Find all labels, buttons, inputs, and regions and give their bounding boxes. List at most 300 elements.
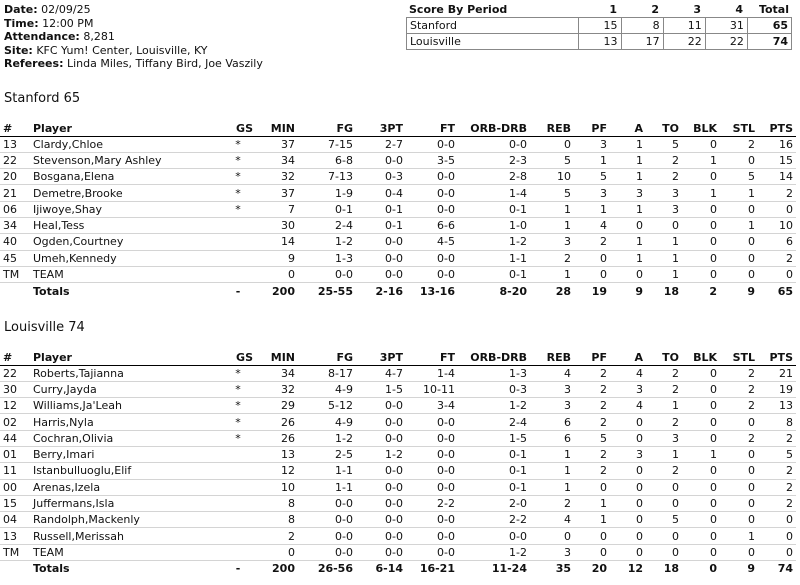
cell-a: 1 — [610, 234, 646, 250]
total-stl: 9 — [720, 561, 758, 577]
cell-jersey: 11 — [0, 463, 30, 479]
total-orb-drb: 11-24 — [458, 561, 530, 577]
period-score: 22 — [663, 34, 705, 50]
cell-pf: 2 — [574, 446, 610, 462]
cell-pts: 14 — [758, 169, 796, 185]
cell-pts: 6 — [758, 234, 796, 250]
cell-reb: 4 — [530, 365, 574, 381]
cell-blk: 0 — [682, 398, 720, 414]
col-header-to: TO — [646, 121, 682, 136]
cell-reb: 5 — [530, 185, 574, 201]
cell-player: Heal,Tess — [30, 217, 220, 233]
cell-pts: 2 — [758, 185, 796, 201]
total-orb-drb: 8-20 — [458, 283, 530, 299]
player-row — [0, 495, 796, 511]
cell-gs — [220, 544, 256, 560]
score-by-period-table — [406, 17, 792, 50]
cell-pts: 8 — [758, 414, 796, 430]
cell-3pt: 0-0 — [356, 512, 406, 528]
cell-ft: 0-0 — [406, 169, 458, 185]
cell-orb-drb: 2-0 — [458, 495, 530, 511]
total-pts: 74 — [758, 561, 796, 577]
cell-3pt: 0-0 — [356, 152, 406, 168]
cell-orb-drb: 0-1 — [458, 479, 530, 495]
cell-gs — [220, 234, 256, 250]
cell-ft: 0-0 — [406, 512, 458, 528]
cell-stl: 2 — [720, 430, 758, 446]
cell-pts: 2 — [758, 495, 796, 511]
cell-to: 5 — [646, 512, 682, 528]
cell-3pt: 0-1 — [356, 217, 406, 233]
col-header-reb: REB — [530, 121, 574, 136]
cell-orb-drb: 2-3 — [458, 152, 530, 168]
total-blk: 2 — [682, 283, 720, 299]
cell-pts: 2 — [758, 479, 796, 495]
cell-blk: 1 — [682, 446, 720, 462]
cell-blk: 0 — [682, 234, 720, 250]
cell-stl: 0 — [720, 266, 758, 282]
cell-fg: 1-3 — [298, 250, 356, 266]
cell-to: 0 — [646, 479, 682, 495]
cell-pts: 0 — [758, 528, 796, 544]
cell-stl: 0 — [720, 446, 758, 462]
col-header-gs: GS — [220, 350, 256, 365]
cell-blk: 0 — [682, 169, 720, 185]
cell-stl: 0 — [720, 234, 758, 250]
cell-blk: 0 — [682, 479, 720, 495]
cell-blk: 0 — [682, 217, 720, 233]
period-header: 4 — [735, 3, 743, 16]
cell-to: 1 — [646, 266, 682, 282]
cell-pf: 2 — [574, 463, 610, 479]
cell-a: 3 — [610, 446, 646, 462]
cell-to: 0 — [646, 528, 682, 544]
cell-3pt: 0-0 — [356, 250, 406, 266]
cell-a: 3 — [610, 381, 646, 397]
score-by-period-title: Score By Period — [409, 3, 508, 16]
cell-jersey: 13 — [0, 528, 30, 544]
cell-reb: 10 — [530, 169, 574, 185]
cell-blk: 0 — [682, 365, 720, 381]
cell-ft: 0-0 — [406, 136, 458, 152]
total-ft: 13-16 — [406, 283, 458, 299]
cell-blk: 0 — [682, 414, 720, 430]
cell-fg: 0-0 — [298, 495, 356, 511]
cell-a: 0 — [610, 544, 646, 560]
col-header-3pt: 3PT — [356, 121, 406, 136]
cell-blk: 1 — [682, 185, 720, 201]
cell-player: Curry,Jayda — [30, 381, 220, 397]
col-header-player: Player — [30, 121, 220, 136]
cell-fg: 7-15 — [298, 136, 356, 152]
cell-blk: 0 — [682, 266, 720, 282]
player-row — [0, 479, 796, 495]
cell-gs: * — [220, 365, 256, 381]
cell-gs: * — [220, 152, 256, 168]
cell-orb-drb: 1-4 — [458, 185, 530, 201]
cell-to: 2 — [646, 414, 682, 430]
cell-min: 32 — [256, 169, 298, 185]
col-header-stl: STL — [720, 350, 758, 365]
cell-jersey: 15 — [0, 495, 30, 511]
cell-reb: 1 — [530, 463, 574, 479]
player-row — [0, 430, 796, 446]
cell-fg: 7-13 — [298, 169, 356, 185]
cell-reb: 3 — [530, 381, 574, 397]
cell-stl: 0 — [720, 250, 758, 266]
cell-stl: 2 — [720, 381, 758, 397]
cell-ft: 0-0 — [406, 446, 458, 462]
col-header-gs: GS — [220, 121, 256, 136]
cell-a: 0 — [610, 217, 646, 233]
total-reb: 28 — [530, 283, 574, 299]
cell-player: Roberts,Tajianna — [30, 365, 220, 381]
col-header-orb-drb: ORB-DRB — [458, 350, 530, 365]
cell-ft: 0-0 — [406, 528, 458, 544]
cell-gs: * — [220, 185, 256, 201]
col-header-reb: REB — [530, 350, 574, 365]
cell-pts: 0 — [758, 544, 796, 560]
cell-fg: 8-17 — [298, 365, 356, 381]
cell-jersey: 01 — [0, 446, 30, 462]
cell-player: Arenas,Izela — [30, 479, 220, 495]
cell-reb: 1 — [530, 479, 574, 495]
cell-gs — [220, 528, 256, 544]
cell-gs — [220, 217, 256, 233]
cell-stl: 0 — [720, 544, 758, 560]
period-score: 11 — [663, 18, 705, 34]
cell-to: 0 — [646, 544, 682, 560]
cell-3pt: 0-0 — [356, 528, 406, 544]
cell-orb-drb: 1-2 — [458, 234, 530, 250]
cell-fg: 1-2 — [298, 430, 356, 446]
cell-a: 1 — [610, 136, 646, 152]
header-row — [0, 350, 796, 365]
cell-jersey: 40 — [0, 234, 30, 250]
col-header-pf: PF — [574, 121, 610, 136]
cell-ft: 10-11 — [406, 381, 458, 397]
cell-stl: 2 — [720, 398, 758, 414]
cell-3pt: 0-0 — [356, 430, 406, 446]
cell-orb-drb: 0-1 — [458, 463, 530, 479]
box-score-stanford — [0, 121, 796, 299]
player-row — [0, 234, 796, 250]
cell-pts: 5 — [758, 446, 796, 462]
cell-jersey: 22 — [0, 365, 30, 381]
game-site: Site: KFC Yum! Center, Louisville, KY — [4, 43, 208, 57]
cell-fg: 2-5 — [298, 446, 356, 462]
player-row — [0, 463, 796, 479]
cell-stl: 1 — [720, 528, 758, 544]
cell-stl: 0 — [720, 479, 758, 495]
cell-ft: 3-4 — [406, 398, 458, 414]
cell-pf: 2 — [574, 365, 610, 381]
cell-jersey: 20 — [0, 169, 30, 185]
cell-blk: 0 — [682, 528, 720, 544]
col-header-orb-drb: ORB-DRB — [458, 121, 530, 136]
cell-fg: 1-1 — [298, 463, 356, 479]
player-row — [0, 398, 796, 414]
cell-min: 9 — [256, 250, 298, 266]
cell-jersey: 34 — [0, 217, 30, 233]
cell-3pt: 0-0 — [356, 414, 406, 430]
cell-ft: 0-0 — [406, 479, 458, 495]
total-pf: 19 — [574, 283, 610, 299]
total-blk: 0 — [682, 561, 720, 577]
period-score: 17 — [621, 34, 663, 50]
cell-fg: 4-9 — [298, 414, 356, 430]
cell-to: 1 — [646, 398, 682, 414]
player-row — [0, 512, 796, 528]
cell-ft: 1-4 — [406, 365, 458, 381]
total-gs: - — [220, 283, 256, 299]
cell-min: 26 — [256, 430, 298, 446]
cell-stl: 1 — [720, 185, 758, 201]
total-pts: 65 — [758, 283, 796, 299]
cell-ft: 0-0 — [406, 430, 458, 446]
total-ft: 16-21 — [406, 561, 458, 577]
cell-jersey: 06 — [0, 201, 30, 217]
cell-to: 2 — [646, 365, 682, 381]
cell-stl: 0 — [720, 463, 758, 479]
cell-3pt: 0-0 — [356, 266, 406, 282]
cell-orb-drb: 2-8 — [458, 169, 530, 185]
col-header-to: TO — [646, 350, 682, 365]
cell-min: 37 — [256, 136, 298, 152]
cell-fg: 1-2 — [298, 234, 356, 250]
player-row — [0, 446, 796, 462]
cell-reb: 1 — [530, 217, 574, 233]
cell-reb: 0 — [530, 136, 574, 152]
total-reb: 35 — [530, 561, 574, 577]
cell-blk: 0 — [682, 250, 720, 266]
col-header-player: Player — [30, 350, 220, 365]
cell-a: 0 — [610, 430, 646, 446]
cell-stl: 0 — [720, 414, 758, 430]
cell-3pt: 0-0 — [356, 479, 406, 495]
cell-a: 0 — [610, 479, 646, 495]
cell-pf: 5 — [574, 430, 610, 446]
col-header-3pt: 3PT — [356, 350, 406, 365]
player-row — [0, 365, 796, 381]
cell-fg: 0-1 — [298, 201, 356, 217]
cell-a: 4 — [610, 365, 646, 381]
period-header: 3 — [693, 3, 701, 16]
cell-orb-drb: 0-0 — [458, 136, 530, 152]
period-score: 22 — [705, 34, 747, 50]
col-header-jersey: # — [0, 121, 30, 136]
cell-min: 30 — [256, 217, 298, 233]
total-player: Totals — [30, 283, 220, 299]
cell-pf: 0 — [574, 266, 610, 282]
cell-min: 26 — [256, 414, 298, 430]
cell-a: 1 — [610, 169, 646, 185]
score-by-period-header — [406, 3, 792, 17]
cell-stl: 0 — [720, 495, 758, 511]
cell-ft: 0-0 — [406, 414, 458, 430]
period-score: 31 — [705, 18, 747, 34]
cell-player: Williams,Ja'Leah — [30, 398, 220, 414]
cell-min: 8 — [256, 512, 298, 528]
cell-pf: 0 — [574, 479, 610, 495]
score-team-name: Louisville — [407, 34, 579, 50]
cell-ft: 4-5 — [406, 234, 458, 250]
game-referees: Referees: Linda Miles, Tiffany Bird, Joe Vaszily — [4, 57, 263, 70]
cell-fg: 4-9 — [298, 381, 356, 397]
cell-ft: 3-5 — [406, 152, 458, 168]
score-team-name: Stanford — [407, 18, 579, 34]
cell-jersey: 30 — [0, 381, 30, 397]
cell-a: 1 — [610, 152, 646, 168]
col-header-ft: FT — [406, 121, 458, 136]
cell-a: 0 — [610, 414, 646, 430]
player-row — [0, 136, 796, 152]
cell-player: Berry,Imari — [30, 446, 220, 462]
total-score: 74 — [747, 34, 791, 50]
cell-orb-drb: 0-0 — [458, 528, 530, 544]
cell-jersey: TM — [0, 266, 30, 282]
col-header-fg: FG — [298, 121, 356, 136]
col-header-blk: BLK — [682, 121, 720, 136]
cell-orb-drb: 1-0 — [458, 217, 530, 233]
cell-pf: 2 — [574, 398, 610, 414]
cell-fg: 1-9 — [298, 185, 356, 201]
game-time: Time: 12:00 PM — [4, 16, 94, 30]
cell-a: 0 — [610, 528, 646, 544]
cell-orb-drb: 0-1 — [458, 446, 530, 462]
cell-blk: 0 — [682, 136, 720, 152]
cell-to: 1 — [646, 250, 682, 266]
cell-to: 1 — [646, 446, 682, 462]
cell-a: 0 — [610, 463, 646, 479]
cell-jersey: 12 — [0, 398, 30, 414]
total-gs: - — [220, 561, 256, 577]
cell-reb: 3 — [530, 544, 574, 560]
cell-orb-drb: 1-2 — [458, 544, 530, 560]
cell-stl: 0 — [720, 512, 758, 528]
col-header-a: A — [610, 121, 646, 136]
player-row — [0, 185, 796, 201]
cell-fg: 2-4 — [298, 217, 356, 233]
totals-row — [0, 561, 796, 577]
cell-3pt: 0-4 — [356, 185, 406, 201]
col-header-stl: STL — [720, 121, 758, 136]
col-header-ft: FT — [406, 350, 458, 365]
period-header: 1 — [609, 3, 617, 16]
cell-player: TEAM — [30, 266, 220, 282]
cell-to: 3 — [646, 185, 682, 201]
total-stl: 9 — [720, 283, 758, 299]
cell-min: 8 — [256, 495, 298, 511]
cell-3pt: 1-2 — [356, 446, 406, 462]
cell-pf: 1 — [574, 495, 610, 511]
cell-reb: 6 — [530, 414, 574, 430]
cell-pf: 2 — [574, 381, 610, 397]
cell-gs: * — [220, 201, 256, 217]
cell-pts: 10 — [758, 217, 796, 233]
total-jersey — [0, 561, 30, 577]
cell-pts: 13 — [758, 398, 796, 414]
total-min: 200 — [256, 283, 298, 299]
cell-pts: 0 — [758, 266, 796, 282]
cell-player: Ijiwoye,Shay — [30, 201, 220, 217]
team-title-louisville: Louisville 74 — [4, 320, 85, 335]
cell-pts: 21 — [758, 365, 796, 381]
total-a: 9 — [610, 283, 646, 299]
cell-gs: * — [220, 414, 256, 430]
player-row — [0, 201, 796, 217]
total-min: 200 — [256, 561, 298, 577]
cell-jersey: 45 — [0, 250, 30, 266]
cell-orb-drb: 1-3 — [458, 365, 530, 381]
cell-a: 0 — [610, 495, 646, 511]
total-player: Totals — [30, 561, 220, 577]
header-row — [0, 121, 796, 136]
team-title-stanford: Stanford 65 — [4, 91, 81, 106]
cell-player: Demetre,Brooke — [30, 185, 220, 201]
col-header-min: MIN — [256, 350, 298, 365]
game-attendance: Attendance: 8,281 — [4, 30, 115, 43]
cell-pf: 2 — [574, 234, 610, 250]
total-3pt: 2-16 — [356, 283, 406, 299]
player-row — [0, 544, 796, 560]
cell-to: 2 — [646, 381, 682, 397]
total-to: 18 — [646, 561, 682, 577]
cell-pf: 2 — [574, 414, 610, 430]
cell-pf: 0 — [574, 544, 610, 560]
cell-min: 34 — [256, 152, 298, 168]
cell-pts: 16 — [758, 136, 796, 152]
col-header-a: A — [610, 350, 646, 365]
cell-to: 2 — [646, 169, 682, 185]
cell-orb-drb: 2-2 — [458, 512, 530, 528]
cell-ft: 0-0 — [406, 266, 458, 282]
cell-3pt: 1-5 — [356, 381, 406, 397]
cell-player: Clardy,Chloe — [30, 136, 220, 152]
period-score: 13 — [579, 34, 621, 50]
cell-min: 10 — [256, 479, 298, 495]
cell-reb: 4 — [530, 512, 574, 528]
game-info — [4, 3, 263, 71]
cell-pts: 0 — [758, 512, 796, 528]
cell-a: 0 — [610, 266, 646, 282]
cell-pf: 1 — [574, 201, 610, 217]
cell-pf: 3 — [574, 185, 610, 201]
cell-jersey: 02 — [0, 414, 30, 430]
cell-fg: 1-1 — [298, 479, 356, 495]
totals-row — [0, 283, 796, 299]
cell-reb: 1 — [530, 201, 574, 217]
cell-ft: 0-0 — [406, 201, 458, 217]
player-row — [0, 152, 796, 168]
period-score: 15 — [579, 18, 621, 34]
cell-min: 37 — [256, 185, 298, 201]
total-jersey — [0, 283, 30, 299]
total-fg: 26-56 — [298, 561, 356, 577]
cell-reb: 1 — [530, 446, 574, 462]
cell-stl: 1 — [720, 217, 758, 233]
cell-fg: 0-0 — [298, 512, 356, 528]
cell-min: 12 — [256, 463, 298, 479]
cell-orb-drb: 1-2 — [458, 398, 530, 414]
cell-blk: 0 — [682, 495, 720, 511]
cell-orb-drb: 0-1 — [458, 266, 530, 282]
cell-player: Harris,Nyla — [30, 414, 220, 430]
player-row — [0, 266, 796, 282]
cell-gs: * — [220, 136, 256, 152]
cell-3pt: 2-7 — [356, 136, 406, 152]
cell-stl: 2 — [720, 136, 758, 152]
